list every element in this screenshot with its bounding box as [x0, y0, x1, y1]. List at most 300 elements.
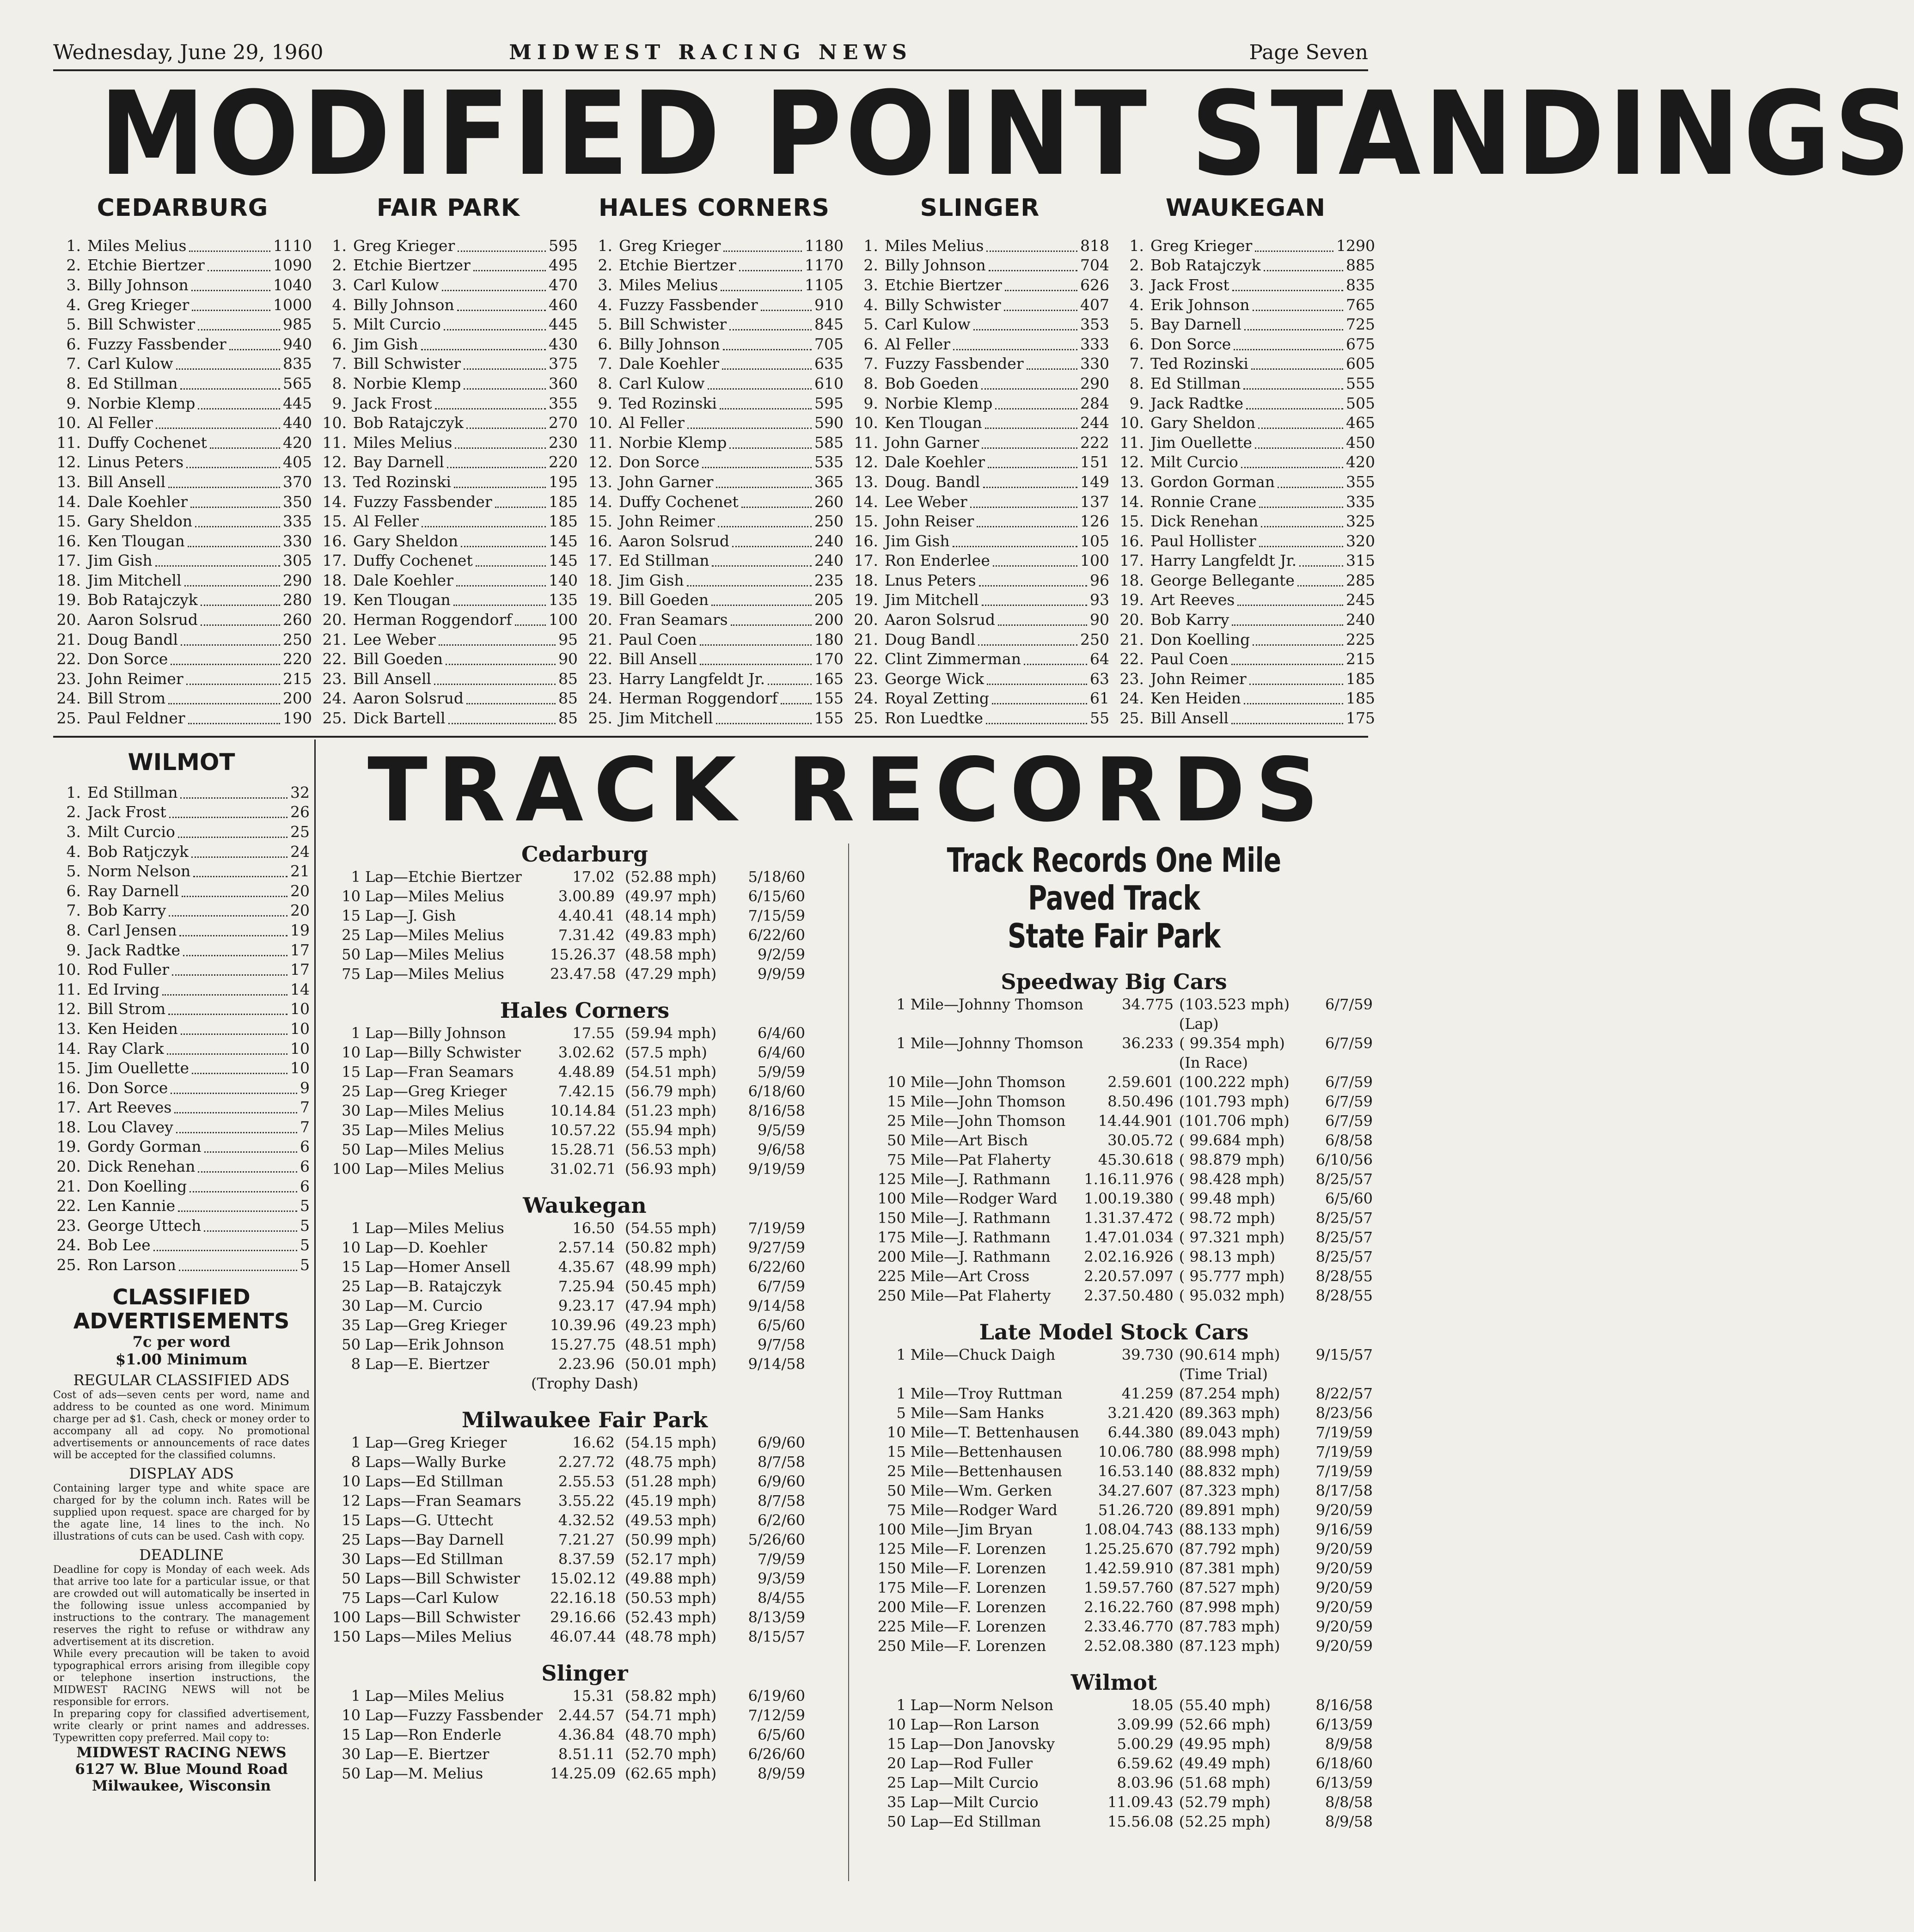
record-date: 9/2/59	[758, 946, 805, 963]
points: 64	[1090, 650, 1109, 668]
standings-row	[53, 1019, 310, 1039]
records-divider	[848, 844, 849, 1881]
driver-name: Norbie Klemp	[353, 374, 461, 392]
leader-dots	[174, 1101, 297, 1113]
driver-name: Dale Koehler	[353, 571, 453, 589]
standings-row	[585, 334, 844, 354]
record-distance: 50	[342, 1570, 361, 1587]
points: 185	[549, 492, 578, 511]
points: 10	[290, 1019, 310, 1038]
points: 910	[814, 295, 844, 314]
points: 200	[814, 611, 844, 629]
standings-row	[53, 1196, 310, 1216]
standings-row	[53, 861, 310, 881]
rank: 12.	[56, 1000, 81, 1018]
rank: 15.	[322, 512, 347, 531]
record-distance: 200	[877, 1598, 906, 1616]
points: 333	[1080, 335, 1109, 353]
points: 20	[290, 881, 310, 900]
record-speed: (58.82 mph)	[625, 1687, 717, 1705]
standings-row	[319, 630, 578, 649]
leader-dots	[982, 436, 1077, 449]
record-date: 9/19/59	[748, 1160, 805, 1178]
rank: 22.	[854, 650, 878, 668]
leader-dots	[953, 338, 1077, 350]
record-distance: 125	[877, 1170, 906, 1188]
rank: 22.	[56, 650, 81, 668]
record-row	[324, 1296, 846, 1315]
points: 605	[1346, 355, 1375, 373]
points: 135	[549, 591, 578, 609]
driver-name: Doug. Bandl	[885, 472, 980, 491]
leader-dots	[1243, 377, 1343, 390]
driver-name: Ron Luedtke	[885, 709, 984, 728]
record-driver: Mile—J. Rathmann	[910, 1229, 1051, 1246]
rank: 18.	[1119, 571, 1144, 589]
record-speed: (48.75 mph)	[625, 1453, 717, 1471]
record-distance: 250	[877, 1637, 906, 1655]
leader-dots	[723, 338, 812, 350]
leader-dots	[210, 436, 280, 449]
record-time: 2.23.96	[558, 1355, 615, 1373]
record-speed: (48.58 mph)	[625, 946, 717, 963]
record-date: 6/9/60	[758, 1473, 805, 1490]
record-row	[324, 1238, 846, 1257]
driver-name: John Reimer	[1150, 669, 1247, 688]
standings-row	[1116, 630, 1375, 649]
record-driver: Laps—Bay Darnell	[365, 1531, 504, 1548]
record-row	[855, 1812, 1373, 1831]
rank: 10.	[322, 414, 347, 432]
record-speed: (50.45 mph)	[625, 1278, 717, 1295]
standings-row	[850, 492, 1109, 512]
record-date: 6/7/59	[758, 1278, 805, 1295]
points: 220	[549, 453, 578, 471]
record-date: 9/20/59	[1315, 1501, 1373, 1519]
rank: 11.	[1119, 433, 1144, 452]
record-distance: 10	[342, 1473, 361, 1490]
standings-row	[53, 1137, 310, 1157]
standings-row	[850, 649, 1109, 669]
record-distance: 15	[342, 1511, 361, 1529]
record-distance	[855, 1364, 906, 1384]
driver-name: Norbie Klemp	[87, 394, 196, 412]
rank: 14.	[56, 1039, 81, 1058]
leader-dots	[993, 554, 1077, 567]
rank: 17.	[854, 551, 878, 570]
record-driver: Laps—Ed Stillman	[365, 1473, 503, 1490]
record-driver: Lap—B. Ratajczyk	[365, 1278, 501, 1295]
record-driver: Mile—Bettenhausen	[910, 1462, 1062, 1480]
record-time: 2.20.57.097	[1084, 1267, 1174, 1285]
standings-row	[53, 1255, 310, 1275]
record-speed: (88.998 mph)	[1179, 1443, 1280, 1461]
standings-row	[585, 256, 844, 275]
record-time: 2.52.08.380	[1084, 1637, 1174, 1655]
leader-dots	[731, 613, 812, 626]
rank: 25.	[854, 709, 878, 728]
record-date: 9/20/59	[1315, 1637, 1373, 1655]
rank: 11.	[56, 980, 81, 998]
leader-dots	[179, 924, 287, 936]
standings-list	[850, 236, 1109, 728]
record-section-title: Cedarburg	[521, 842, 648, 867]
record-speed: (49.97 mph)	[625, 887, 717, 905]
leader-dots	[1253, 299, 1343, 311]
rank: 25.	[322, 709, 347, 728]
driver-name: Etchie Biertzer	[87, 256, 205, 275]
record-date: 6/5/60	[758, 1726, 805, 1743]
driver-name: Jim Mitchell	[885, 591, 979, 609]
record-date: 9/7/58	[758, 1336, 805, 1353]
leader-dots	[457, 299, 546, 311]
record-row	[324, 1315, 846, 1335]
leader-dots	[977, 515, 1077, 527]
record-date: 6/5/60	[758, 1316, 805, 1334]
record-distance: 15	[342, 907, 361, 924]
section-divider	[53, 736, 1368, 738]
driver-name: Ted Rozinski	[1150, 355, 1248, 373]
leader-dots	[182, 885, 287, 897]
leader-dots	[1264, 259, 1343, 271]
record-distance: 30	[342, 1550, 361, 1568]
driver-name: Greg Krieger	[353, 236, 455, 255]
record-row	[324, 1043, 846, 1062]
leader-dots	[464, 377, 546, 390]
record-time: 3.00.89	[558, 887, 615, 905]
driver-name: Art Reeves	[87, 1098, 172, 1117]
points: 595	[549, 236, 578, 255]
record-distance: 1	[351, 1219, 361, 1237]
leader-dots	[168, 476, 280, 488]
standings-row	[1116, 334, 1375, 354]
record-distance: 35	[342, 1121, 361, 1139]
record-date: 8/16/58	[748, 1102, 805, 1119]
driver-name: Art Reeves	[1150, 591, 1235, 609]
record-time: 2.44.57	[558, 1706, 615, 1724]
driver-name: Bill Goeden	[353, 650, 443, 668]
record-speed: (89.043 mph)	[1179, 1424, 1280, 1441]
points: 205	[814, 591, 844, 609]
points: 430	[549, 335, 578, 353]
mail-name: MIDWEST RACING NEWS	[76, 1744, 287, 1761]
leader-dots	[178, 1199, 297, 1212]
standings-row	[53, 354, 312, 374]
leader-dots	[986, 239, 1077, 252]
standings-row	[319, 511, 578, 531]
rank: 19.	[588, 591, 612, 609]
rank: 22.	[588, 650, 612, 668]
record-row	[855, 1481, 1373, 1500]
rank: 13.	[854, 472, 878, 491]
points: 505	[1346, 394, 1375, 412]
record-time	[1076, 1014, 1174, 1033]
record-distance: 50	[342, 946, 361, 963]
points: 450	[1346, 433, 1375, 452]
record-date: 7/19/59	[1315, 1462, 1373, 1480]
points: 325	[1346, 512, 1375, 531]
record-driver: Mile—Jim Bryan	[910, 1521, 1033, 1538]
record-distance: 15	[887, 1735, 906, 1753]
standings-column	[53, 194, 312, 728]
leader-dots	[434, 673, 556, 685]
rank: 1.	[332, 236, 347, 255]
leader-dots	[781, 692, 812, 704]
points: 100	[1080, 551, 1109, 570]
driver-name: John Reimer	[87, 669, 183, 688]
points: 440	[283, 414, 312, 432]
record-driver: Lap—M. Curcio	[365, 1297, 483, 1314]
record-speed: (49.88 mph)	[625, 1570, 717, 1587]
record-distance: 25	[887, 1774, 906, 1791]
rank: 24.	[56, 1236, 81, 1254]
record-driver: Lap—Milt Curcio	[910, 1774, 1039, 1791]
standings-row	[53, 590, 312, 610]
rank: 24.	[854, 689, 878, 708]
record-time: 2.33.46.770	[1084, 1618, 1174, 1635]
record-distance	[855, 1014, 906, 1033]
record-row	[324, 1569, 846, 1588]
leader-dots	[1231, 712, 1343, 724]
record-row	[324, 1101, 846, 1120]
leader-dots	[162, 983, 287, 996]
record-date: 5/26/60	[748, 1531, 805, 1548]
rank: 14.	[588, 492, 612, 511]
record-driver: Lap—Miles Melius	[365, 887, 504, 905]
standings-row	[53, 960, 310, 979]
standings-row	[1116, 570, 1375, 590]
standings-row	[319, 295, 578, 315]
record-time: 7.42.15	[558, 1082, 615, 1100]
record-row	[855, 1014, 1373, 1033]
leader-dots	[204, 1219, 297, 1232]
record-time: 41.259	[1121, 1385, 1174, 1402]
rank: 17.	[56, 1098, 81, 1117]
record-time: 15.27.75	[550, 1336, 616, 1353]
standings-row	[319, 373, 578, 393]
record-row	[324, 1472, 846, 1491]
standings-row	[1116, 452, 1375, 472]
rank: 7.	[1129, 355, 1144, 373]
rank: 3.	[863, 275, 878, 294]
record-distance: 75	[887, 1501, 906, 1519]
leader-dots	[466, 416, 546, 429]
record-section-title: Slinger	[541, 1661, 628, 1686]
standings-row	[1116, 295, 1375, 315]
record-distance: 150	[877, 1209, 906, 1227]
record-speed: (51.23 mph)	[625, 1102, 717, 1119]
points: 1105	[805, 275, 844, 294]
standings-row	[53, 1039, 310, 1058]
rank: 23.	[56, 1216, 81, 1235]
record-time: 2.27.72	[558, 1453, 615, 1471]
leader-dots	[447, 456, 546, 468]
leader-dots	[1255, 239, 1333, 252]
rank: 23.	[1119, 669, 1144, 688]
standings-row	[53, 940, 310, 960]
points: 100	[549, 611, 578, 629]
record-date: 7/15/59	[748, 907, 805, 924]
driver-name: Bill Schwister	[87, 315, 196, 334]
standings-row	[850, 610, 1109, 630]
leader-dots	[195, 515, 280, 527]
points: 360	[549, 374, 578, 392]
leader-dots	[1237, 593, 1343, 606]
record-section-title: Milwaukee Fair Park	[461, 1407, 708, 1432]
rank: 14.	[322, 492, 347, 511]
driver-name: Greg Krieger	[619, 236, 721, 255]
record-speed: (54.71 mph)	[625, 1706, 717, 1724]
record-time: 10.14.84	[550, 1102, 616, 1119]
standings-row	[53, 570, 312, 590]
points: 985	[283, 315, 312, 334]
record-driver: Lap—Billy Schwister	[365, 1044, 521, 1061]
standings-row	[585, 413, 844, 433]
record-driver: Lap—E. Biertzer	[365, 1745, 489, 1763]
rank: 24.	[322, 689, 347, 708]
record-speed: (54.55 mph)	[625, 1219, 717, 1237]
record-section-title: Wilmot	[1070, 1670, 1157, 1695]
leader-dots	[171, 653, 280, 665]
leader-dots	[761, 299, 812, 311]
record-note: (Trophy Dash)	[531, 1375, 638, 1392]
record-driver: Lap—Miles Melius	[365, 926, 504, 944]
rank: 20.	[854, 611, 878, 629]
record-driver: Lap—Greg Krieger	[365, 1316, 507, 1334]
record-time: 15.28.71	[550, 1141, 616, 1158]
record-speed: (57.5 mph)	[625, 1044, 707, 1061]
standings-row	[53, 630, 312, 649]
leader-dots	[179, 1259, 297, 1271]
leader-dots	[712, 554, 812, 567]
record-speed: ( 99.48 mph)	[1179, 1190, 1276, 1207]
record-row	[855, 1403, 1373, 1423]
leader-dots	[186, 456, 280, 468]
record-time: 8.51.11	[558, 1745, 615, 1763]
record-row	[324, 1354, 846, 1374]
record-driver: Laps—Miles Melius	[365, 1628, 512, 1645]
rank: 20.	[56, 1157, 81, 1176]
leader-dots	[700, 633, 812, 646]
standings-column	[585, 194, 844, 728]
record-distance: 1	[896, 1696, 906, 1714]
record-row	[855, 1247, 1373, 1266]
standings-row	[850, 256, 1109, 275]
record-date: 8/25/57	[1315, 1170, 1373, 1188]
record-speed: (89.363 mph)	[1179, 1404, 1280, 1422]
record-speed: (48.99 mph)	[625, 1258, 717, 1276]
points: 215	[1346, 650, 1375, 668]
driver-name: Bill Ansell	[353, 669, 432, 688]
record-speed: ( 95.777 mph)	[1179, 1267, 1285, 1285]
standings-row	[1116, 531, 1375, 551]
record-distance: 100	[332, 1608, 361, 1626]
standings-row	[585, 531, 844, 551]
standings-row	[53, 1117, 310, 1137]
rank: 18.	[322, 571, 347, 589]
standings-row	[319, 531, 578, 551]
points: 17	[290, 941, 310, 959]
leader-dots	[1234, 338, 1343, 350]
points: 85	[558, 669, 578, 688]
record-distance: 1	[351, 1024, 361, 1042]
points: 170	[814, 650, 844, 668]
driver-name: Jim Mitchell	[619, 709, 713, 728]
record-distance: 75	[887, 1151, 906, 1168]
driver-name: Bill Ansell	[1150, 709, 1229, 728]
record-row	[855, 1072, 1373, 1092]
record-speed: ( 98.428 mph)	[1179, 1170, 1285, 1188]
driver-name: Ken Heiden	[87, 1019, 178, 1038]
rank: 9.	[598, 394, 612, 412]
record-time: 10.06.780	[1098, 1443, 1174, 1461]
points: 705	[814, 335, 844, 353]
driver-name: Greg Krieger	[87, 295, 190, 314]
rank: 22.	[322, 650, 347, 668]
points: 185	[1346, 669, 1375, 688]
section-gap	[324, 1393, 846, 1407]
record-date: 6/4/60	[758, 1024, 805, 1042]
standings-row	[319, 590, 578, 610]
standings-row	[53, 1176, 310, 1196]
standings-row	[850, 314, 1109, 334]
record-speed: ( 99.684 mph)	[1179, 1131, 1285, 1149]
driver-name: John Reiser	[885, 512, 974, 531]
record-speed: (56.79 mph)	[625, 1082, 717, 1100]
standings-row	[53, 822, 310, 842]
standings-row	[585, 314, 844, 334]
driver-name: Billy Schwister	[885, 295, 1001, 314]
record-date: 8/9/58	[1325, 1735, 1373, 1753]
points: 285	[1346, 571, 1375, 589]
track-records-left	[324, 841, 846, 1783]
track-name: FAIR PARK	[376, 194, 520, 222]
record-date: 9/20/59	[1315, 1598, 1373, 1616]
record-driver: Lap—Don Janovsky	[910, 1735, 1055, 1753]
record-distance: 10	[342, 1044, 361, 1061]
record-row	[855, 1092, 1373, 1111]
standings-row	[1116, 472, 1375, 492]
record-driver: Lap—Miles Melius	[365, 1160, 504, 1178]
record-distance: 25	[342, 1278, 361, 1295]
record-speed: (88.832 mph)	[1179, 1462, 1280, 1480]
record-row	[855, 1715, 1373, 1734]
record-driver: Lap—Milt Curcio	[910, 1793, 1039, 1811]
record-date: 8/9/59	[758, 1765, 805, 1782]
rank: 9.	[1129, 394, 1144, 412]
record-date: 8/28/55	[1315, 1267, 1373, 1285]
points: 610	[814, 374, 844, 392]
record-section-title: Speedway Big Cars	[1001, 969, 1227, 994]
record-time: 14.44.901	[1098, 1112, 1174, 1130]
record-distance	[855, 1053, 906, 1072]
leader-dots	[198, 1160, 297, 1173]
record-time	[1076, 1364, 1174, 1384]
standings-row	[319, 275, 578, 295]
standings-row	[585, 236, 844, 256]
rank: 17.	[322, 551, 347, 570]
leader-dots	[201, 593, 280, 606]
points: 5	[300, 1256, 310, 1274]
record-date: 8/4/55	[758, 1589, 805, 1607]
leader-dots	[702, 456, 812, 468]
record-driver: Lap—Etchie Biertzer	[365, 868, 522, 886]
record-distance: 10	[887, 1424, 906, 1441]
leader-dots	[153, 1239, 297, 1251]
driver-name: Bob Ratajczyk	[353, 414, 464, 432]
leader-dots	[732, 535, 812, 547]
record-date: 6/7/59	[1325, 996, 1373, 1013]
